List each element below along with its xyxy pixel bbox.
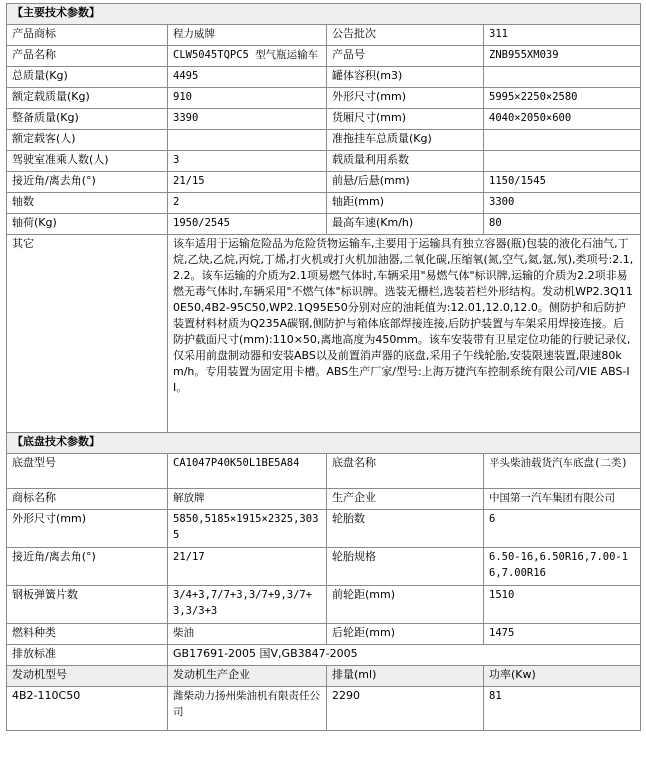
section-chassis-params: [7, 433, 641, 454]
param-value: 21/17: [168, 548, 327, 586]
emission-label: 排放标准: [7, 645, 168, 666]
spec-row: [7, 46, 641, 67]
param-value: 80: [484, 214, 641, 235]
spec-table: [6, 3, 641, 731]
engine-power: 81: [484, 687, 641, 731]
param-label: 生产企业: [327, 489, 484, 510]
param-label: 准拖挂车总质量(Kg): [327, 130, 484, 151]
param-label: 罐体容积(m3): [327, 67, 484, 88]
param-label: 轮胎数: [327, 510, 484, 548]
param-label: 最高车速(Km/h): [327, 214, 484, 235]
spec-row: [7, 67, 641, 88]
spec-row: [7, 88, 641, 109]
param-label: 前悬/后悬(mm): [327, 172, 484, 193]
section-main-params-title: 【主要技术参数】: [7, 4, 641, 25]
param-label: 燃料种类: [7, 624, 168, 645]
param-value: 4040×2050×600: [484, 109, 641, 130]
param-value: [484, 67, 641, 88]
param-label: 产品号: [327, 46, 484, 67]
param-value: 3/4+3,7/7+3,3/7+9,3/7+3,3/3+3: [168, 586, 327, 624]
engine-header-2: 排量(ml): [327, 666, 484, 687]
param-label: 轮胎规格: [327, 548, 484, 586]
param-label: 商标名称: [7, 489, 168, 510]
param-value: ZNB955XM039: [484, 46, 641, 67]
param-label: 轴距(mm): [327, 193, 484, 214]
param-label: 整备质量(Kg): [7, 109, 168, 130]
other-row: [7, 235, 641, 433]
other-label: 其它: [7, 235, 168, 433]
param-value: 柴油: [168, 624, 327, 645]
param-label: 底盘名称: [327, 454, 484, 489]
param-label: 底盘型号: [7, 454, 168, 489]
engine-header-0: 发动机型号: [7, 666, 168, 687]
param-label: 钢板弹簧片数: [7, 586, 168, 624]
engine-header-3: 功率(Kw): [484, 666, 641, 687]
engine-row: [7, 687, 641, 731]
param-label: 后轮距(mm): [327, 624, 484, 645]
chassis-row: [7, 489, 641, 510]
param-value: 5995×2250×2580: [484, 88, 641, 109]
engine-header-1: 发动机生产企业: [168, 666, 327, 687]
param-label: 驾驶室准乘人数(人): [7, 151, 168, 172]
param-value: 3390: [168, 109, 327, 130]
param-value: 平头柴油载货汽车底盘(二类): [484, 454, 641, 489]
param-value: 程力威牌: [168, 25, 327, 46]
engine-header-row: [7, 666, 641, 687]
engine-model: 4B2-110C50: [7, 687, 168, 731]
param-value: 910: [168, 88, 327, 109]
engine-displacement: 2290: [327, 687, 484, 731]
param-value: 5850,5185×1915×2325,3035: [168, 510, 327, 548]
param-value: 4495: [168, 67, 327, 88]
spec-row: [7, 214, 641, 235]
chassis-row: [7, 624, 641, 645]
param-value: [484, 151, 641, 172]
section-chassis-params-title: 【底盘技术参数】: [7, 433, 641, 454]
chassis-row: [7, 586, 641, 624]
param-value: 1510: [484, 586, 641, 624]
chassis-row: [7, 510, 641, 548]
param-value: [484, 130, 641, 151]
param-label: 轴荷(Kg): [7, 214, 168, 235]
param-label: 轴数: [7, 193, 168, 214]
param-value: 21/15: [168, 172, 327, 193]
param-value: CLW5045TQPC5 型气瓶运输车: [168, 46, 327, 67]
chassis-row: [7, 454, 641, 489]
param-value: 1150/1545: [484, 172, 641, 193]
param-value: 3300: [484, 193, 641, 214]
param-label: 载质量利用系数: [327, 151, 484, 172]
param-label: 额定载质量(Kg): [7, 88, 168, 109]
param-value: 3: [168, 151, 327, 172]
param-label: 外形尺寸(mm): [327, 88, 484, 109]
param-value: CA1047P40K50L1BE5A84: [168, 454, 327, 489]
param-value: 6.50-16,6.50R16,7.00-16,7.00R16: [484, 548, 641, 586]
param-label: 前轮距(mm): [327, 586, 484, 624]
param-value: 2: [168, 193, 327, 214]
param-label: 货厢尺寸(mm): [327, 109, 484, 130]
spec-row: [7, 172, 641, 193]
emission-value: GB17691-2005 国Ⅴ,GB3847-2005: [168, 645, 641, 666]
emission-row: [7, 645, 641, 666]
param-label: 额定载客(人): [7, 130, 168, 151]
spec-row: [7, 151, 641, 172]
param-value: 1475: [484, 624, 641, 645]
param-value: 311: [484, 25, 641, 46]
param-label: 外形尺寸(mm): [7, 510, 168, 548]
param-label: 接近角/离去角(°): [7, 548, 168, 586]
param-value: [168, 130, 327, 151]
param-value: 1950/2545: [168, 214, 327, 235]
param-label: 产品商标: [7, 25, 168, 46]
param-label: 总质量(Kg): [7, 67, 168, 88]
param-label: 接近角/离去角(°): [7, 172, 168, 193]
other-text: 该车适用于运输危险品为危险货物运输车,主要用于运输具有独立容器(瓶)包装的液化石油气,丁烷,乙炔,乙烷,丙烷,丁烯,打火机或打火机加油器,二氧化碳,压缩氧(氮,空气,氦,氩,氖),类项号:2.1,2.2。该车运输的介质为2.1项易燃气体时,车辆采用"易燃气体"标识牌,运输的介质为2.2项非易燃无毒气体时,车辆采用"不燃气体"标识牌。选装无栅栏,选装若栏外形结构。发动机WP2.3Q110E50,4B2-95C50,WP2.1Q95E50分别对应的油耗值为:12.01,12.0,12.0。侧防护和后防护装置材料材质为Q235A碳钢,侧防护与箱体底部焊接连接,后防护装置与车架采用焊接连接。后防护截面尺寸(mm):110×50,离地高度为450mm。该车安装带有卫星定位功能的行驶记录仪,仅采用前盘制动器和安装ABS以及前置消声器的底盘,采用子午线轮胎,安装限速装置,限速80km/h。专用装置为固定用卡槽。ABS生产厂家/型号:上海万捷汽车控制系统有限公司/VIE ABS-II。: [168, 235, 641, 433]
engine-maker: 潍柴动力扬州柴油机有限责任公司: [168, 687, 327, 731]
section-main-params: [7, 4, 641, 25]
param-label: 公告批次: [327, 25, 484, 46]
param-value: 6: [484, 510, 641, 548]
spec-row: [7, 25, 641, 46]
spec-row: [7, 193, 641, 214]
param-value: 中国第一汽车集团有限公司: [484, 489, 641, 510]
chassis-row: [7, 548, 641, 586]
spec-row: [7, 130, 641, 151]
param-value: 解放牌: [168, 489, 327, 510]
param-label: 产品名称: [7, 46, 168, 67]
spec-row: [7, 109, 641, 130]
